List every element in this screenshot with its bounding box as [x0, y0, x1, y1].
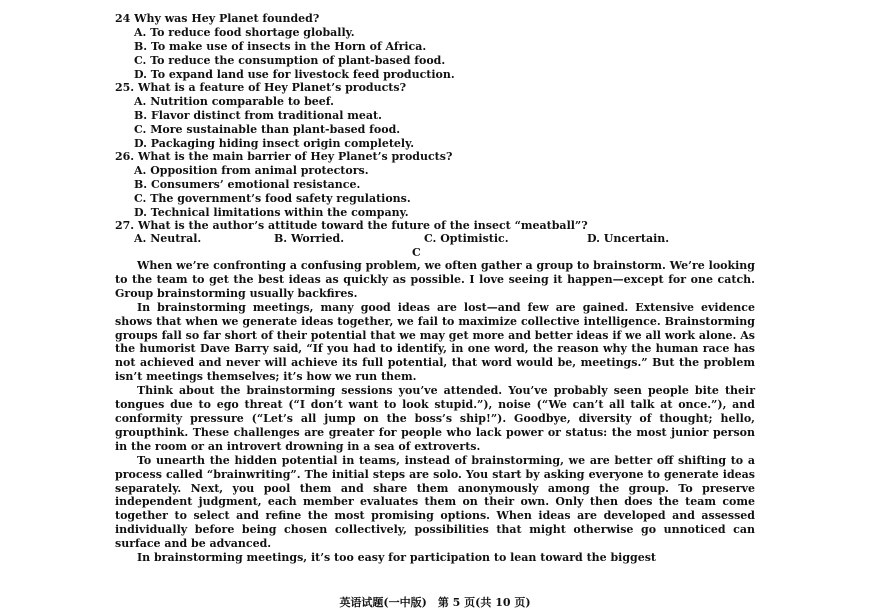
- question-25-option-b: B. Flavor distinct from traditional meat.: [134, 109, 382, 122]
- page-footer: 英语试题(一中版) 第 5 页(共 10 页): [339, 596, 531, 609]
- question-24-option-b: B. To make use of insects in the Horn of Africa.: [134, 40, 427, 53]
- question-27-option-c: C. Optimistic.: [424, 232, 509, 245]
- question-26-option-d: D. Technical limitations within the company.: [134, 206, 409, 219]
- question-24-option-c: C. To reduce the consumption of plant-based food.: [134, 54, 446, 67]
- question-27-option-a: A. Neutral.: [134, 232, 202, 245]
- question-24-option-d: D. To expand land use for livestock feed production.: [134, 68, 455, 81]
- question-27-options: [134, 232, 754, 246]
- passage-paragraph-1: When we’re confronting a confusing problem, we often gather a group to brainstorm. We’re looking to the team to get the best ideas as quickly as possible. I love seeing it happen—except for one catch. Group brainstorming usually backfires.: [115, 259, 755, 300]
- passage-paragraph-4: To unearth the hidden potential in teams, instead of brainstorming, we are better off shifting to a process called “brainwriting”. The initial steps are solo. You start by asking everyone to generate ideas separately. Next, you pool them and share them anonymously among the group. To preserve independent judgment, each member evaluates them on their own. Only then does the team come together to select and refine the most promising options. When ideas are developed and assessed individually before being chosen collectively, possibilities that might otherwise go unnoticed can surface and be advanced.: [115, 453, 755, 551]
- question-25-option-d: D. Packaging hiding insect origin completely.: [134, 137, 415, 150]
- question-26-option-a: A. Opposition from animal protectors.: [134, 164, 369, 177]
- question-27-option-b: B. Worried.: [274, 232, 345, 245]
- passage-paragraph-5: In brainstorming meetings, it’s too easy for participation to lean toward the biggest: [137, 551, 657, 565]
- question-27-option-d: D. Uncertain.: [587, 232, 670, 245]
- reading-passage-c: [115, 259, 755, 565]
- question-25-option-a: A. Nutrition comparable to beef.: [134, 95, 334, 108]
- question-24-stem: 24 Why was Hey Planet founded?: [115, 12, 320, 25]
- question-27-stem: 27. What is the author’s attitude toward the future of the insect “meatball”?: [115, 219, 588, 232]
- question-25-stem: 25. What is a feature of Hey Planet’s products?: [115, 81, 407, 94]
- question-25-option-c: C. More sustainable than plant-based food.: [134, 123, 401, 136]
- question-24-option-a: A. To reduce food shortage globally.: [134, 26, 355, 39]
- question-26-option-c: C. The government’s food safety regulations.: [134, 192, 411, 205]
- passage-paragraph-2: In brainstorming meetings, many good ideas are lost—and few are gained. Extensive evidence shows that when we generate ideas together, we fail to maximize collective intelligence. Brainstorming groups fall so far short of their potential that we may get more and better ideas if we all work alone. As the humorist Dave Barry said, “If you had to identify, in one word, the reason why the human race has not achieved and never will achieve its full potential, that word would be, meetings.” But the problem isn’t meetings themselves; it’s how we run them.: [115, 300, 755, 384]
- question-26-stem: 26. What is the main barrier of Hey Planet’s products?: [115, 150, 453, 163]
- section-label: C: [412, 246, 421, 259]
- passage-paragraph-3: Think about the brainstorming sessions you’ve attended. You’ve probably seen people bite their tongues due to ego threat (“I don’t want to look stupid.”), noise (“We can’t all talk at once.”), and conformity pressure (“Let’s all jump on the boss’s ship!”). Goodbye, diversity of thought; hello, groupthink. These challenges are greater for people who lack power or status: the most junior person in the room or an introvert drowning in a sea of extroverts.: [115, 384, 755, 453]
- question-26-option-b: B. Consumers’ emotional resistance.: [134, 178, 361, 191]
